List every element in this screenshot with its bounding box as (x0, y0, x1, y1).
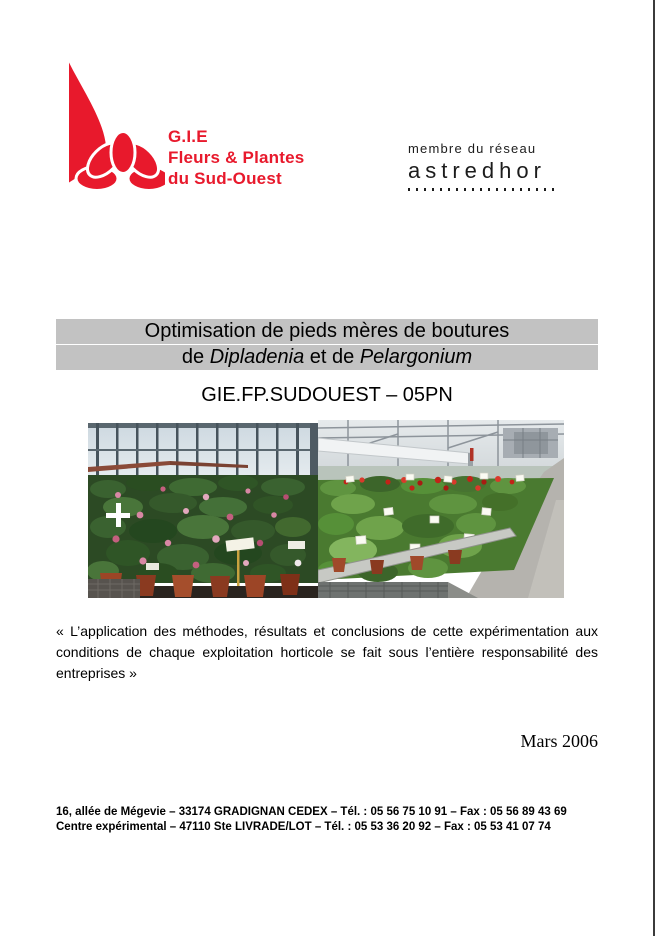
title-genus-1: Dipladenia (209, 346, 305, 368)
report-code: GIE.FP.SUDOUEST – 05PN (201, 384, 453, 406)
gie-flower-logo-icon (60, 57, 165, 195)
scan-edge-line (653, 0, 655, 936)
gie-logo-line2: Fleurs & Plantes (168, 148, 305, 167)
publication-date: Mars 2006 (520, 731, 598, 751)
footer-address-line2: Centre expérimental – 47110 Ste LIVRADE/LOT – Tél. : 05 53 36 20 92 – Fax : 05 53 41 07 74 (56, 821, 551, 833)
disclaimer-text: « L’application des méthodes, résultats et conclusions de cette expérimentation aux conditions de chaque exploitation horticole se fait sous l’entière responsabilité des entreprises » (56, 623, 598, 681)
gie-logo-text (168, 126, 304, 189)
footer-address-line1: 16, allée de Mégevie – 33174 GRADIGNAN CEDEX – Tél. : 05 56 75 10 91 – Fax : 05 56 89 43 69 (56, 806, 567, 818)
astredhor-tagline: membre du réseau (408, 141, 537, 156)
title-line2-middle: et de (304, 346, 360, 368)
gie-logo-line1: G.I.E (168, 127, 208, 146)
title-banner (56, 319, 598, 371)
footer-address (56, 805, 598, 835)
astredhor-dotted-line (408, 188, 560, 191)
astredhor-wordmark: astredhor (408, 158, 546, 183)
title-line-2 (56, 345, 598, 370)
photo-pelargonium-greenhouse (318, 420, 564, 598)
photo-dipladenia-greenhouse (88, 423, 318, 598)
title-line-1: Optimisation de pieds mères de boutures (56, 319, 598, 344)
astredhor-logo (408, 141, 568, 191)
title-genus-2: Pelargonium (359, 346, 473, 368)
gie-logo-line3: du Sud-Ouest (168, 169, 282, 188)
title-line2-prefix: de (181, 346, 210, 368)
